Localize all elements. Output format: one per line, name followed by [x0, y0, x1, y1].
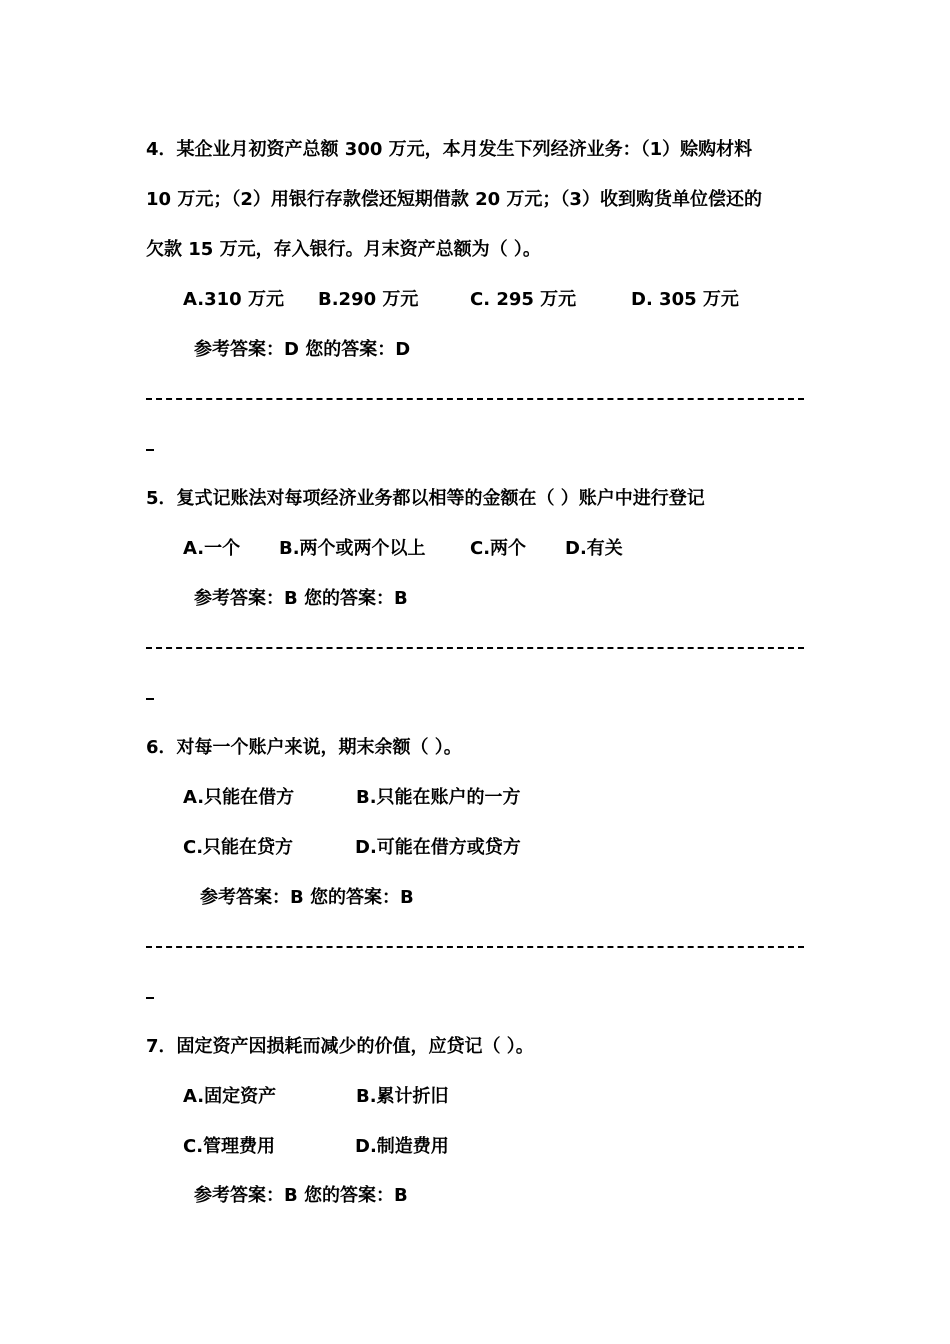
question-4-line-1: 4．某企业月初资产总额 300 万元，本月发生下列经济业务：（1）赊购材料: [146, 139, 753, 160]
question-4-option-b: B.290 万元: [318, 289, 419, 310]
question-4-option-d: D. 305 万元: [631, 289, 739, 310]
question-7-option-a: A.固定资产: [183, 1086, 277, 1107]
question-6-option-a: A.只能在借方: [183, 787, 295, 808]
question-5-option-b: B.两个或两个以上: [279, 538, 426, 559]
question-6-answer: 参考答案：B 您的答案：B: [200, 887, 414, 908]
question-6-option-b: B.只能在账户的一方: [356, 787, 521, 808]
question-4-line-3: 欠款 15 万元，存入银行。月末资产总额为（ ）。: [146, 239, 541, 260]
separator-2-tail: [146, 698, 154, 700]
question-6-option-c: C.只能在贷方: [183, 837, 294, 858]
question-7-option-b: B.累计折旧: [356, 1086, 449, 1107]
question-5-option-c: C.两个: [470, 538, 527, 559]
separator-1: [146, 398, 804, 400]
question-6-option-d: D.可能在借方或贷方: [355, 837, 521, 858]
question-4-answer: 参考答案：D 您的答案：D: [194, 339, 411, 360]
question-5-answer: 参考答案：B 您的答案：B: [194, 588, 408, 609]
question-4-option-a: A.310 万元: [183, 289, 284, 310]
separator-3: [146, 946, 804, 948]
separator-1-tail: [146, 449, 154, 451]
question-6-line-1: 6．对每一个账户来说，期末余额（ ）。: [146, 737, 462, 758]
question-7-option-d: D.制造费用: [355, 1136, 449, 1157]
question-7-answer: 参考答案：B 您的答案：B: [194, 1185, 408, 1206]
question-7-option-c: C.管理费用: [183, 1136, 276, 1157]
question-5-option-d: D.有关: [565, 538, 623, 559]
separator-2: [146, 647, 804, 649]
separator-3-tail: [146, 997, 154, 999]
question-5-option-a: A.一个: [183, 538, 241, 559]
question-5-line-1: 5．复式记账法对每项经济业务都以相等的金额在（ ）账户中进行登记: [146, 488, 705, 509]
question-4-line-2: 10 万元；（2）用银行存款偿还短期借款 20 万元；（3）收到购货单位偿还的: [146, 189, 762, 210]
question-7-line-1: 7．固定资产因损耗而减少的价值，应贷记（ ）。: [146, 1036, 534, 1057]
question-4-option-c: C. 295 万元: [470, 289, 577, 310]
